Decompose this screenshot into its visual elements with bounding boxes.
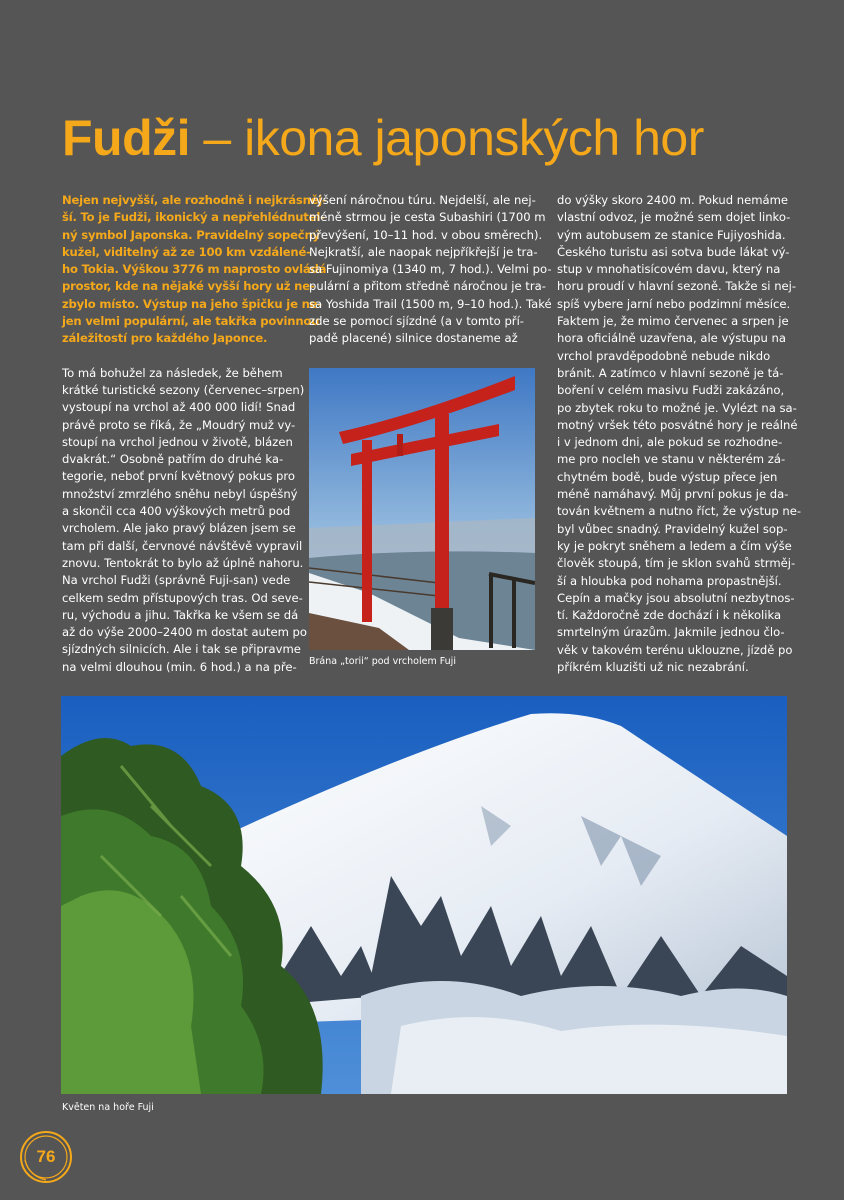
body-line: vystoupí na vrchol až 400 000 lidí! Snad [62,400,296,415]
body-line: stup v mnohatisícovém davu, který na [557,262,781,277]
body-line: sjízdných silnicích. Ale i tak se připravme [62,642,301,657]
body-line: sa Yoshida Trail (1500 m, 9–10 hod.). Také [309,296,552,311]
body-line: byl vůbec snadný. Pravidelný kužel sop- [557,521,788,536]
body-line: a skončil cca 400 výškových metrů pod [62,504,291,519]
body-line: Faktem je, že mimo červenec a srpen je [557,314,789,329]
body-line: převýšení, 10–11 hod. v obou směrech). [309,227,543,242]
body-line: Nejkratší, ale naopak nejpříkřejší je tra- [309,244,538,259]
body-line: vým autobusem ze stanice Fujiyoshida. [557,227,786,242]
body-line: množství zmrzlého sněhu nebyl úspěšný [62,486,298,501]
body-line: příkrém kluzišti už nic nezabrání. [557,660,749,675]
body-line: znovu. Tentokrát to bylo až úplně nahoru. [62,555,304,570]
body-line: me pro nocleh ve stanu v některém zá- [557,452,786,467]
body-line: krátké turistické sezony (červenec–srpen) [62,382,305,397]
body-line: pulární a přitom středně náročnou je tra- [309,279,546,294]
page-number: 76 [36,1147,56,1166]
body-line: po zbytek roku to možné je. Vylézt na sa- [557,400,797,415]
text-column-1 [62,192,327,676]
body-line: hora oficiálně uzavřena, ale výstupu na [557,331,786,346]
body-line: smrtelným úrazům. Jakmile jednou člo- [557,625,785,640]
body-line: méně namáhavý. Můj první pokus je da- [557,487,789,502]
body-line: chytném bodě, bude výstup přece jen [557,469,778,484]
body-line: tegorie, neboť první květnový pokus pro [62,469,295,484]
body-line: člověk stoupá, tím je sklon svahů strměj- [557,556,796,571]
body-line: výšení náročnou túru. Nejdelší, ale nej- [309,193,536,207]
lead-line: jen velmi populární, ale takřka povinnou [62,314,320,329]
title-rest: – ikona japonských hor [190,110,704,166]
body-line: do výšky skoro 2400 m. Pokud nemáme [557,193,789,207]
body-line: ru, východu a jihu. Takřka ke všem se dá [62,607,299,622]
body-line: vrcholem. Ale jako pravý blázen jsem se [62,521,296,536]
body-line: bránit. A zatímco v hlavní sezoně je tá- [557,365,784,380]
body-line: právě proto se říká, že „Moudrý muž vy- [62,417,296,432]
lead-paragraph [62,192,327,348]
body-line: Českého turistu asi sotva bude lákat vý- [557,244,790,259]
body-line: zde se pomocí sjízdné (a v tomto pří- [309,314,524,329]
lead-line: záležitostí pro každého Japonce. [62,331,268,346]
body-line: To má bohužel za následek, že během [62,365,283,380]
body-line: vrchol pravděpodobně nebude nikdo [557,348,771,363]
body-line: ky je pokryt sněhem a ledem a čím výše [557,538,792,553]
body-line: stoupí na vrchol jednou v životě, blázen [62,434,293,449]
torii-photo-caption: Brána „torii“ pod vrcholem Fuji [309,656,456,667]
body-line: tam při další, červnové návštěvě vypravil [62,538,303,553]
lead-line: zbylo místo. Výstup na jeho špičku je ne- [62,296,322,311]
body-line: až do výše 2000–2400 m dostat autem po [62,625,308,640]
body-line: dvakrát.“ Osobně patřím do druhé ka- [62,452,284,467]
body-line: sa Fujinomiya (1340 m, 7 hod.). Velmi po- [309,262,552,277]
torii-gate-photo [309,368,535,650]
body-line: vlastní odvoz, je možné sem dojet linko- [557,210,791,225]
lead-line: kužel, viditelný až ze 100 km vzdálené- [62,244,311,259]
mount-fuji-photo [61,696,787,1094]
lead-line: ho Tokia. Výškou 3776 m naprosto ovládá [62,262,327,277]
title-strong: Fudži [62,110,191,166]
body-line: i v jednom dni, ale pokud se rozhodne- [557,435,783,450]
body-line: méně strmou je cesta Subashiri (1700 m [309,210,546,225]
body-line: věk v takovém terénu uklouzne, jízdě po [557,642,793,657]
fuji-photo-caption: Květen na hoře Fuji [62,1102,154,1113]
body-line: padě placené) silnice dostaneme až [309,331,518,346]
body-line: ší a hloubka pod nohama propastnější. [557,573,782,588]
body-line: horu proudí v hlavní sezoně. Takže si nej- [557,279,797,294]
text-column-2 [309,192,552,348]
lead-line: ší. To je Fudži, ikonický a nepřehlédnutel- [62,210,325,225]
lead-line: prostor, kde na nějaké vyšší hory už ne- [62,279,315,294]
lead-line: ný symbol Japonska. Pravidelný sopečný [62,227,320,242]
body-line: boření v celém masivu Fudži zakázáno, [557,383,785,398]
body-line: spíš vybere jarní nebo podzimní měsíce. [557,296,791,311]
body-line: tován květnem a nutno říct, že výstup ne- [557,504,802,519]
text-column-3 [557,192,802,676]
article-title [62,108,704,168]
body-line: motný vršek této posvátné hory je reálné [557,417,798,432]
body-line: celkem sedm přístupových tras. Od seve- [62,590,303,605]
body-paragraph [62,365,308,676]
body-line: Na vrchol Fudži (správně Fuji-san) vede [62,573,291,588]
body-line: tí. Každoročně zde dochází i k několika [557,608,782,623]
lead-line: Nejen nejvyšší, ale rozhodně i nejkrásněj- [62,193,327,207]
body-line: Cepín a mačky jsou absolutní nezbytnos- [557,590,795,605]
body-line: na velmi dlouhou (min. 6 hod.) a na pře- [62,659,297,674]
